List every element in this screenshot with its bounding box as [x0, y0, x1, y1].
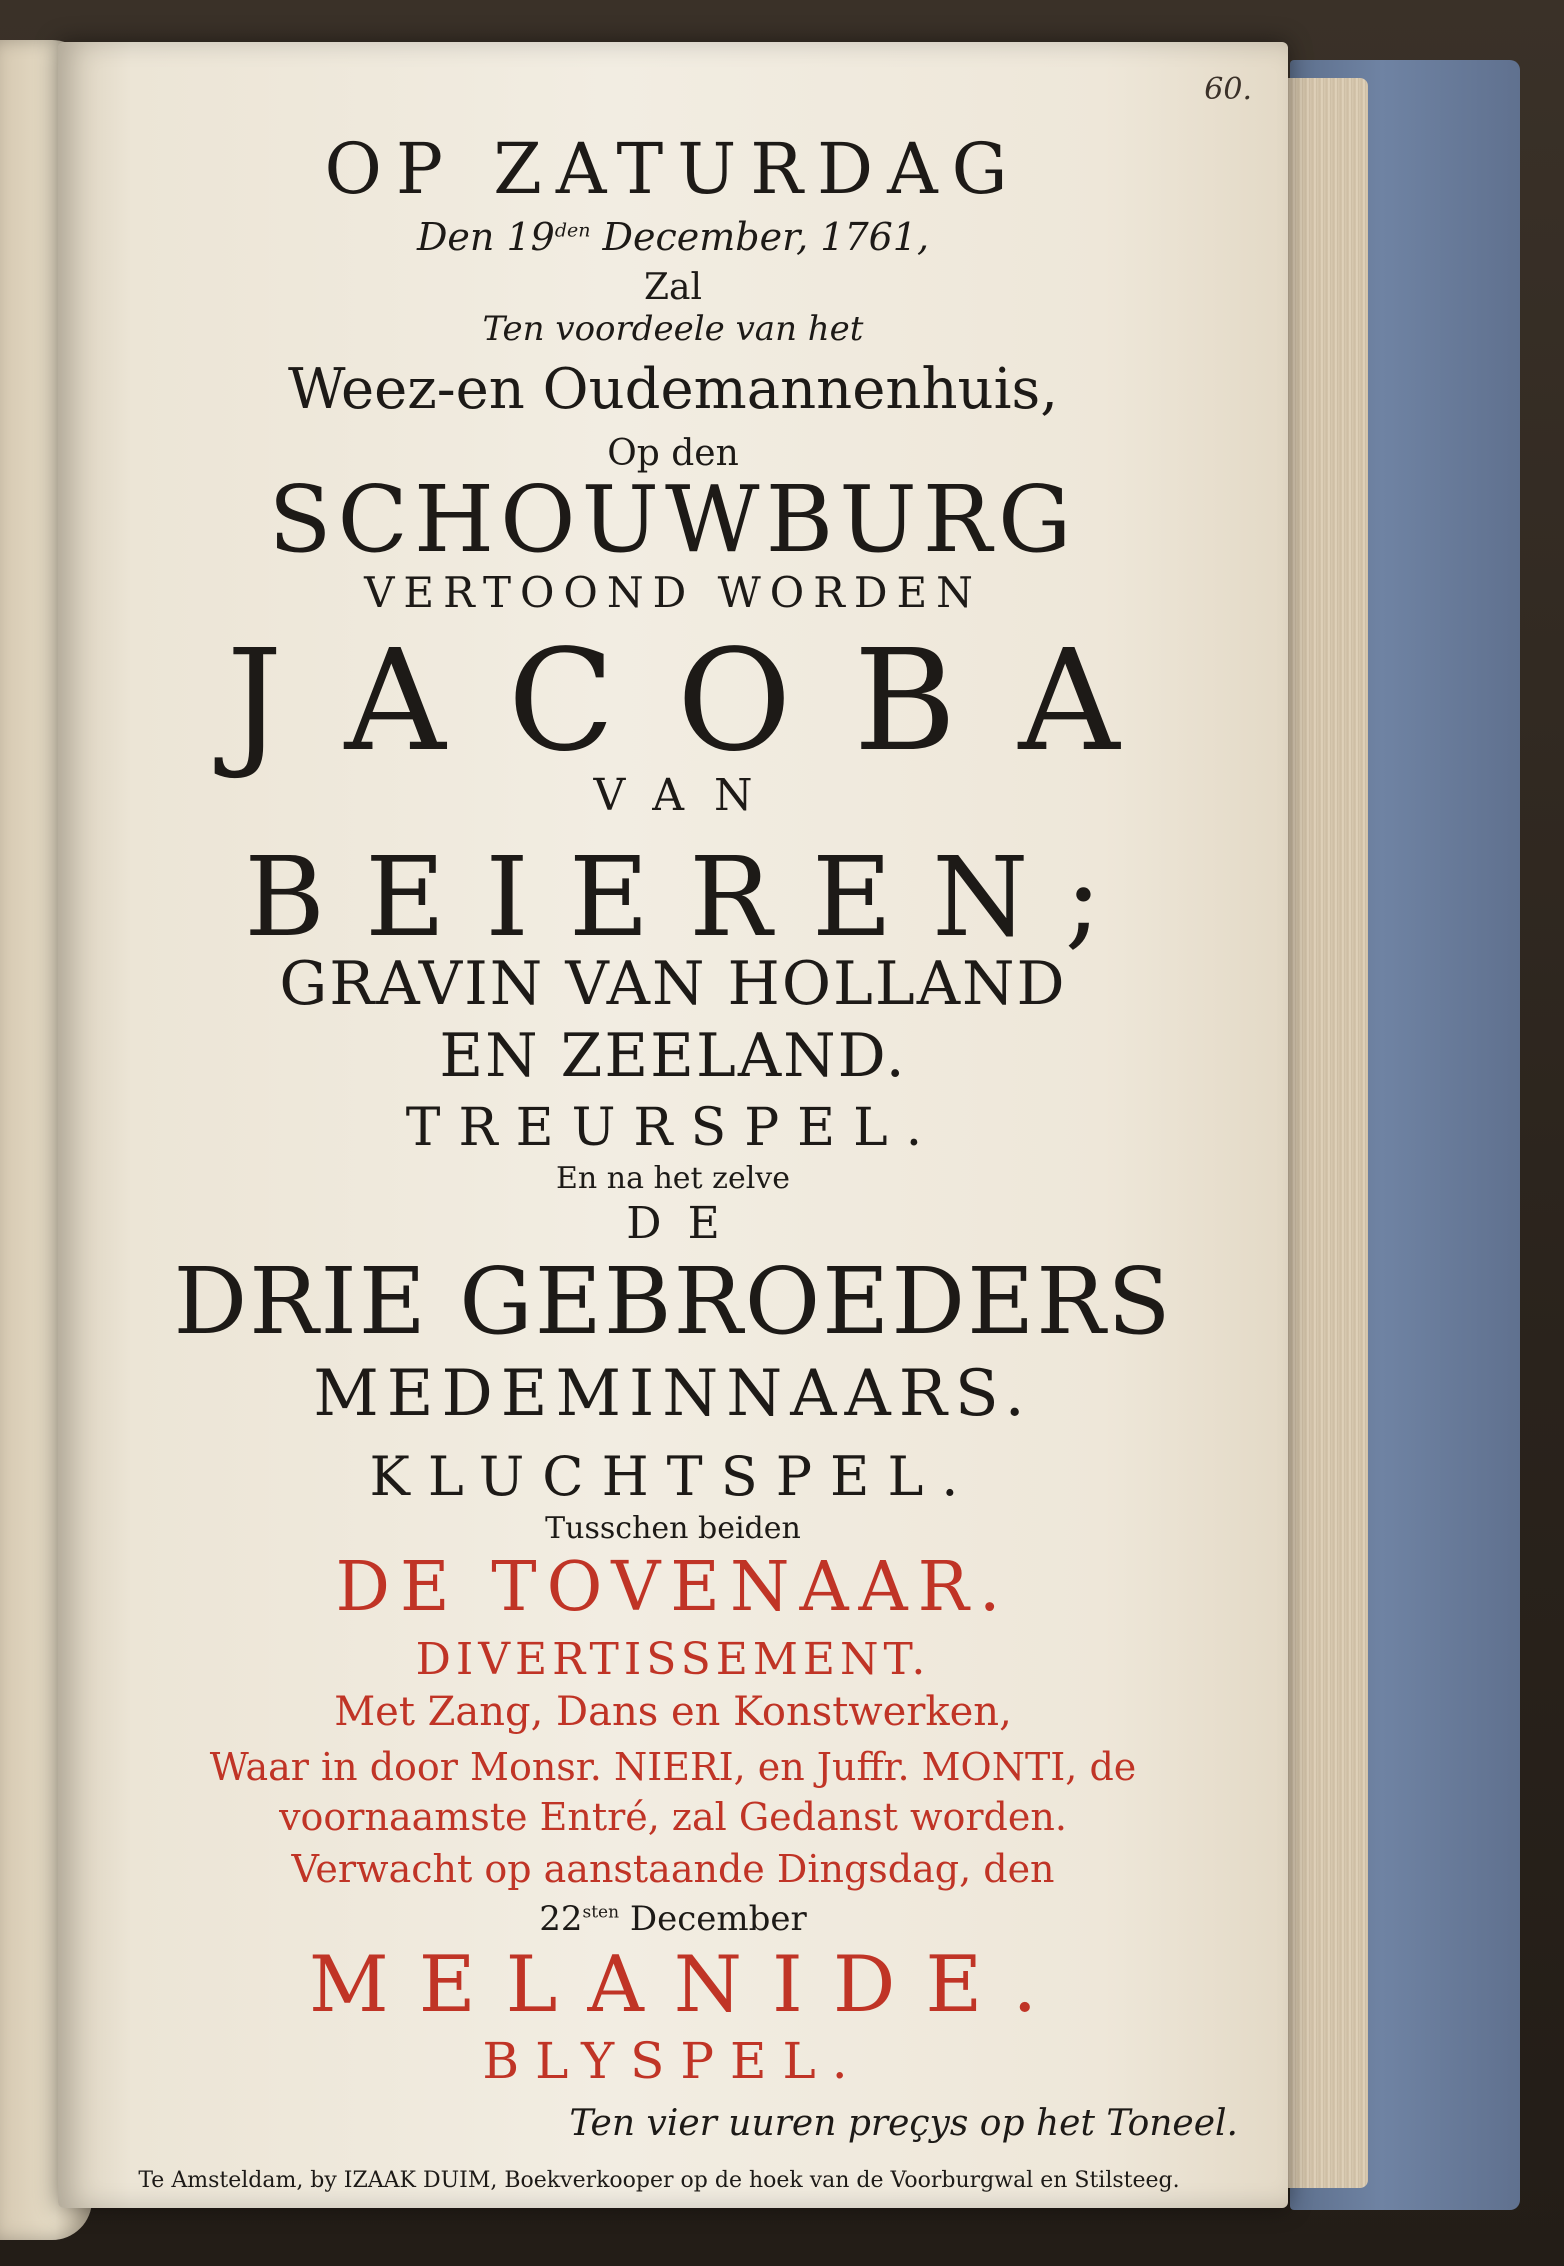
december-line — [58, 1899, 1288, 1939]
subtitle-zeeland: EN ZEELAND. — [439, 1021, 907, 1091]
op-den-line: Op den — [607, 433, 739, 474]
date-pre: Den 19 — [416, 215, 555, 259]
date-post: December, 1761, — [590, 215, 930, 259]
subtitle-gravin: GRAVIN VAN HOLLAND — [279, 949, 1067, 1019]
playbill-page — [58, 42, 1288, 2208]
date-line — [58, 215, 1288, 259]
title-drie-gebroeders: DRIE GEBROEDERS — [173, 1248, 1173, 1355]
december-pre: 22 — [539, 1899, 583, 1939]
zang-dans-line: Met Zang, Dans en Konstwerken, — [334, 1689, 1012, 1735]
december-post: December — [619, 1899, 807, 1939]
time-line: Ten vier uuren preçys op het Toneel. — [569, 2103, 1238, 2144]
genre-treurspel: TREURSPEL. — [405, 1098, 941, 1158]
genre-kluchtspel: KLUCHTSPEL. — [369, 1445, 977, 1508]
december-sup: sten — [582, 1902, 620, 1923]
tusschen-beiden-line: Tusschen beiden — [545, 1511, 801, 1546]
genre-divertissement: DIVERTISSEMENT. — [415, 1634, 931, 1685]
printer-line: Te Amsteldam, by IZAAK DUIM, Boekverkooper op de hoek van de Voorburgwal en Stilsteeg. — [138, 2168, 1180, 2193]
title-beieren: BEIEREN; — [244, 833, 1142, 961]
genre-blyspel: BLYSPEL. — [482, 2032, 864, 2090]
vertoond-line: VERTOOND WORDEN — [364, 568, 982, 617]
heading-day: OP ZATURDAG — [324, 128, 1022, 210]
dancers-line: Waar in door Monsr. NIERI, en Juffr. MONTI, de — [209, 1745, 1137, 1789]
title-tovenaar: DE TOVENAAR. — [335, 1548, 1011, 1627]
playbill-text — [58, 42, 1288, 2208]
orphanage-line: Weez-en Oudemannenhuis, — [287, 357, 1059, 422]
na-het-zelve-line: En na het zelve — [555, 1161, 791, 1196]
folio-number: 60. — [1204, 72, 1252, 107]
title-medeminnaars: MEDEMINNAARS. — [313, 1357, 1033, 1431]
title-melanide: MELANIDE. — [308, 1940, 1068, 2030]
verwacht-line: Verwacht op aanstaande Dingsdag, den — [291, 1847, 1055, 1891]
zal-line: Zal — [644, 267, 702, 308]
benefit-line: Ten voordeele van het — [482, 309, 864, 349]
title-van: VAN — [593, 770, 783, 821]
schouwburg-line: SCHOUWBURG — [268, 466, 1078, 573]
date-sup: den — [554, 219, 591, 242]
title-jacoba: JACOBA — [226, 620, 1182, 783]
entre-line: voornaamste Entré, zal Gedanst worden. — [279, 1795, 1067, 1839]
de-line: DE — [626, 1198, 746, 1249]
